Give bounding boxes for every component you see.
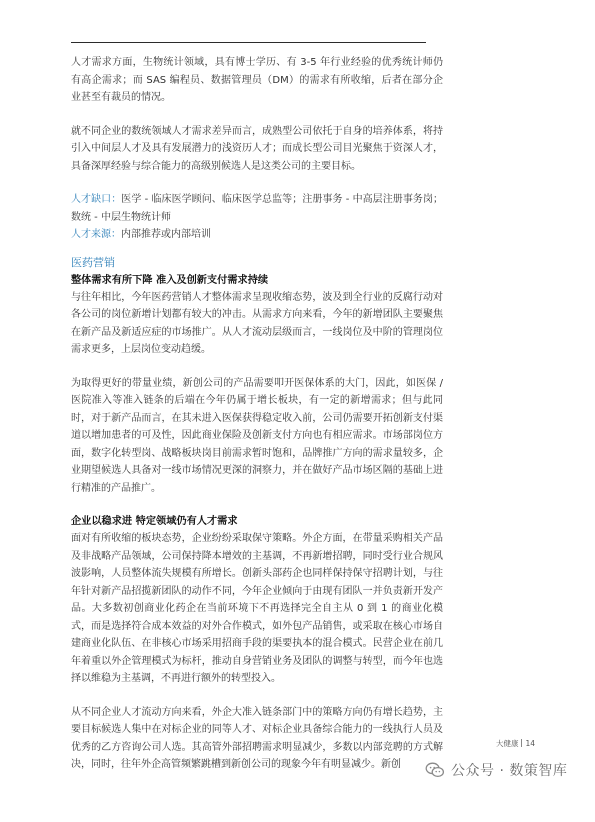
talent-gap-line <box>71 191 443 226</box>
header-rule <box>71 42 426 43</box>
footer-section-label: 大健康 <box>495 739 519 748</box>
page-footer <box>496 738 535 749</box>
subsection-title-2: 企业以稳求进 特定领域仍有人才需求 <box>71 516 238 527</box>
wechat-icon <box>425 762 445 778</box>
footer-divider <box>521 739 522 747</box>
paragraph-marketing-demand: 与往年相比，今年医药营销人才整体需求呈现收缩态势，波及到全行业的反腐行动对各公司的岗位新增计划都有较大的冲击。从需求方向来看，今年的新增团队主要聚焦在新产品及新适应症的市场推广。从人才流动层级而言，一线岗位及中阶的管理岗位需求更多，上层岗位变动趋缓。 <box>71 291 443 355</box>
watermark <box>425 760 567 780</box>
talent-gap-text: 医学 - 临床医学顾问、临床医学总监等；注册事务 - 中高层注册事务岗；数统 - 中层生物统计师 <box>71 194 444 223</box>
talent-source-text: 内部推荐或内部培训 <box>121 229 211 240</box>
page-content <box>71 54 443 774</box>
paragraph-biostat-demand: 人才需求方面，生物统计领域，具有博士学历、有 3-5 年行业经验的优秀统计师仍有高企需求；而 SAS 编程员、数据管理员（DM）的需求有所收缩，后者在部分企业甚至有裁员的情况。 <box>71 57 443 103</box>
talent-source-label: 人才来源： <box>71 229 121 240</box>
section-title: 医药营销 <box>71 255 115 269</box>
paragraph-company-differences: 就不同企业的数统领域人才需求差异而言，成熟型公司依托于自身的培养体系，将持引入中间层人才及具有发展潜力的浅资历人才；而成长型公司目光聚焦于资深人才，具备深厚经验与综合能力的高级别候选人是这类公司的主要目标。 <box>71 125 443 172</box>
subsection-title-1: 整体需求有所下降 准入及创新支付需求持续 <box>71 274 269 286</box>
page-number: 14 <box>525 739 535 748</box>
watermark-text: 公众号 · 数策智库 <box>451 763 568 779</box>
paragraph-talent-flow: 从不同企业人才流动方向来看，外企大准入链条部门中的策略方向仍有增长趋势，主要目标候选人集中在对标企业的同等人才、对标企业具备综合能力的一线执行人员及优秀的乙方咨询公司人选。其高管外部招聘需求明显减少，多数以内部竞聘的方式解决，同时，往年外企高管频繁跳槽到新创公司的现象今年有明显减少。新创 <box>71 706 443 770</box>
paragraph-conservative-strategy: 面对有所收缩的板块态势，企业纷纷采取保守策略。外企方面，在带量采购相关产品及非战略产品领域，公司保持降本增效的主基调，不再新增招聘，同时受行业合规风波影响，人员整体流失规模有所增长。创新头部药企也同样保持保守招聘计划，与往年针对新产品招揽新团队的动作不同，今年企业倾向于由现有团队一并负责新开发产品。大多数初创商业化药企在当前环境下不再选择完全自主从 0 到 1 的商业化模式，而是选择符合成本效益的对外合作模式，如外包产品销售，或采取在核心市场自建商业化队伍、在非核心市场采用招商手段的渠要执本的混合模式。民营企业在前几年着重以外企管理模式为标杆，推动自身营销业务及团队的调整与转型，而今年也选择以维稳为主基调，不再进行额外的转型投入。 <box>71 533 443 684</box>
talent-gap-label: 人才缺口： <box>71 194 122 205</box>
paragraph-market-access: 为取得更好的带量业绩，新创公司的产品需要叩开医保体系的大门，因此，如医保 / 医院准入等准入链条的后端在今年仍属于增长板块，有一定的新增需求；但与此同时，对于新产品而言，在其未进入医保获得稳定收入前，公司仍需要开拓创新支付渠道以增加患者的可及性，因此商业保险及创新支付方向也有相应需求。市场部岗位方面，数字化转型岗、战略板块岗目前需求暂时饱和，品牌推广方向的需求量较多，企业期望候选人具备对一线市场情况更深的洞察力，并在做好产品市场区隔的基础上进行精准的产品推广。 <box>71 377 443 494</box>
talent-source-line <box>71 226 443 244</box>
